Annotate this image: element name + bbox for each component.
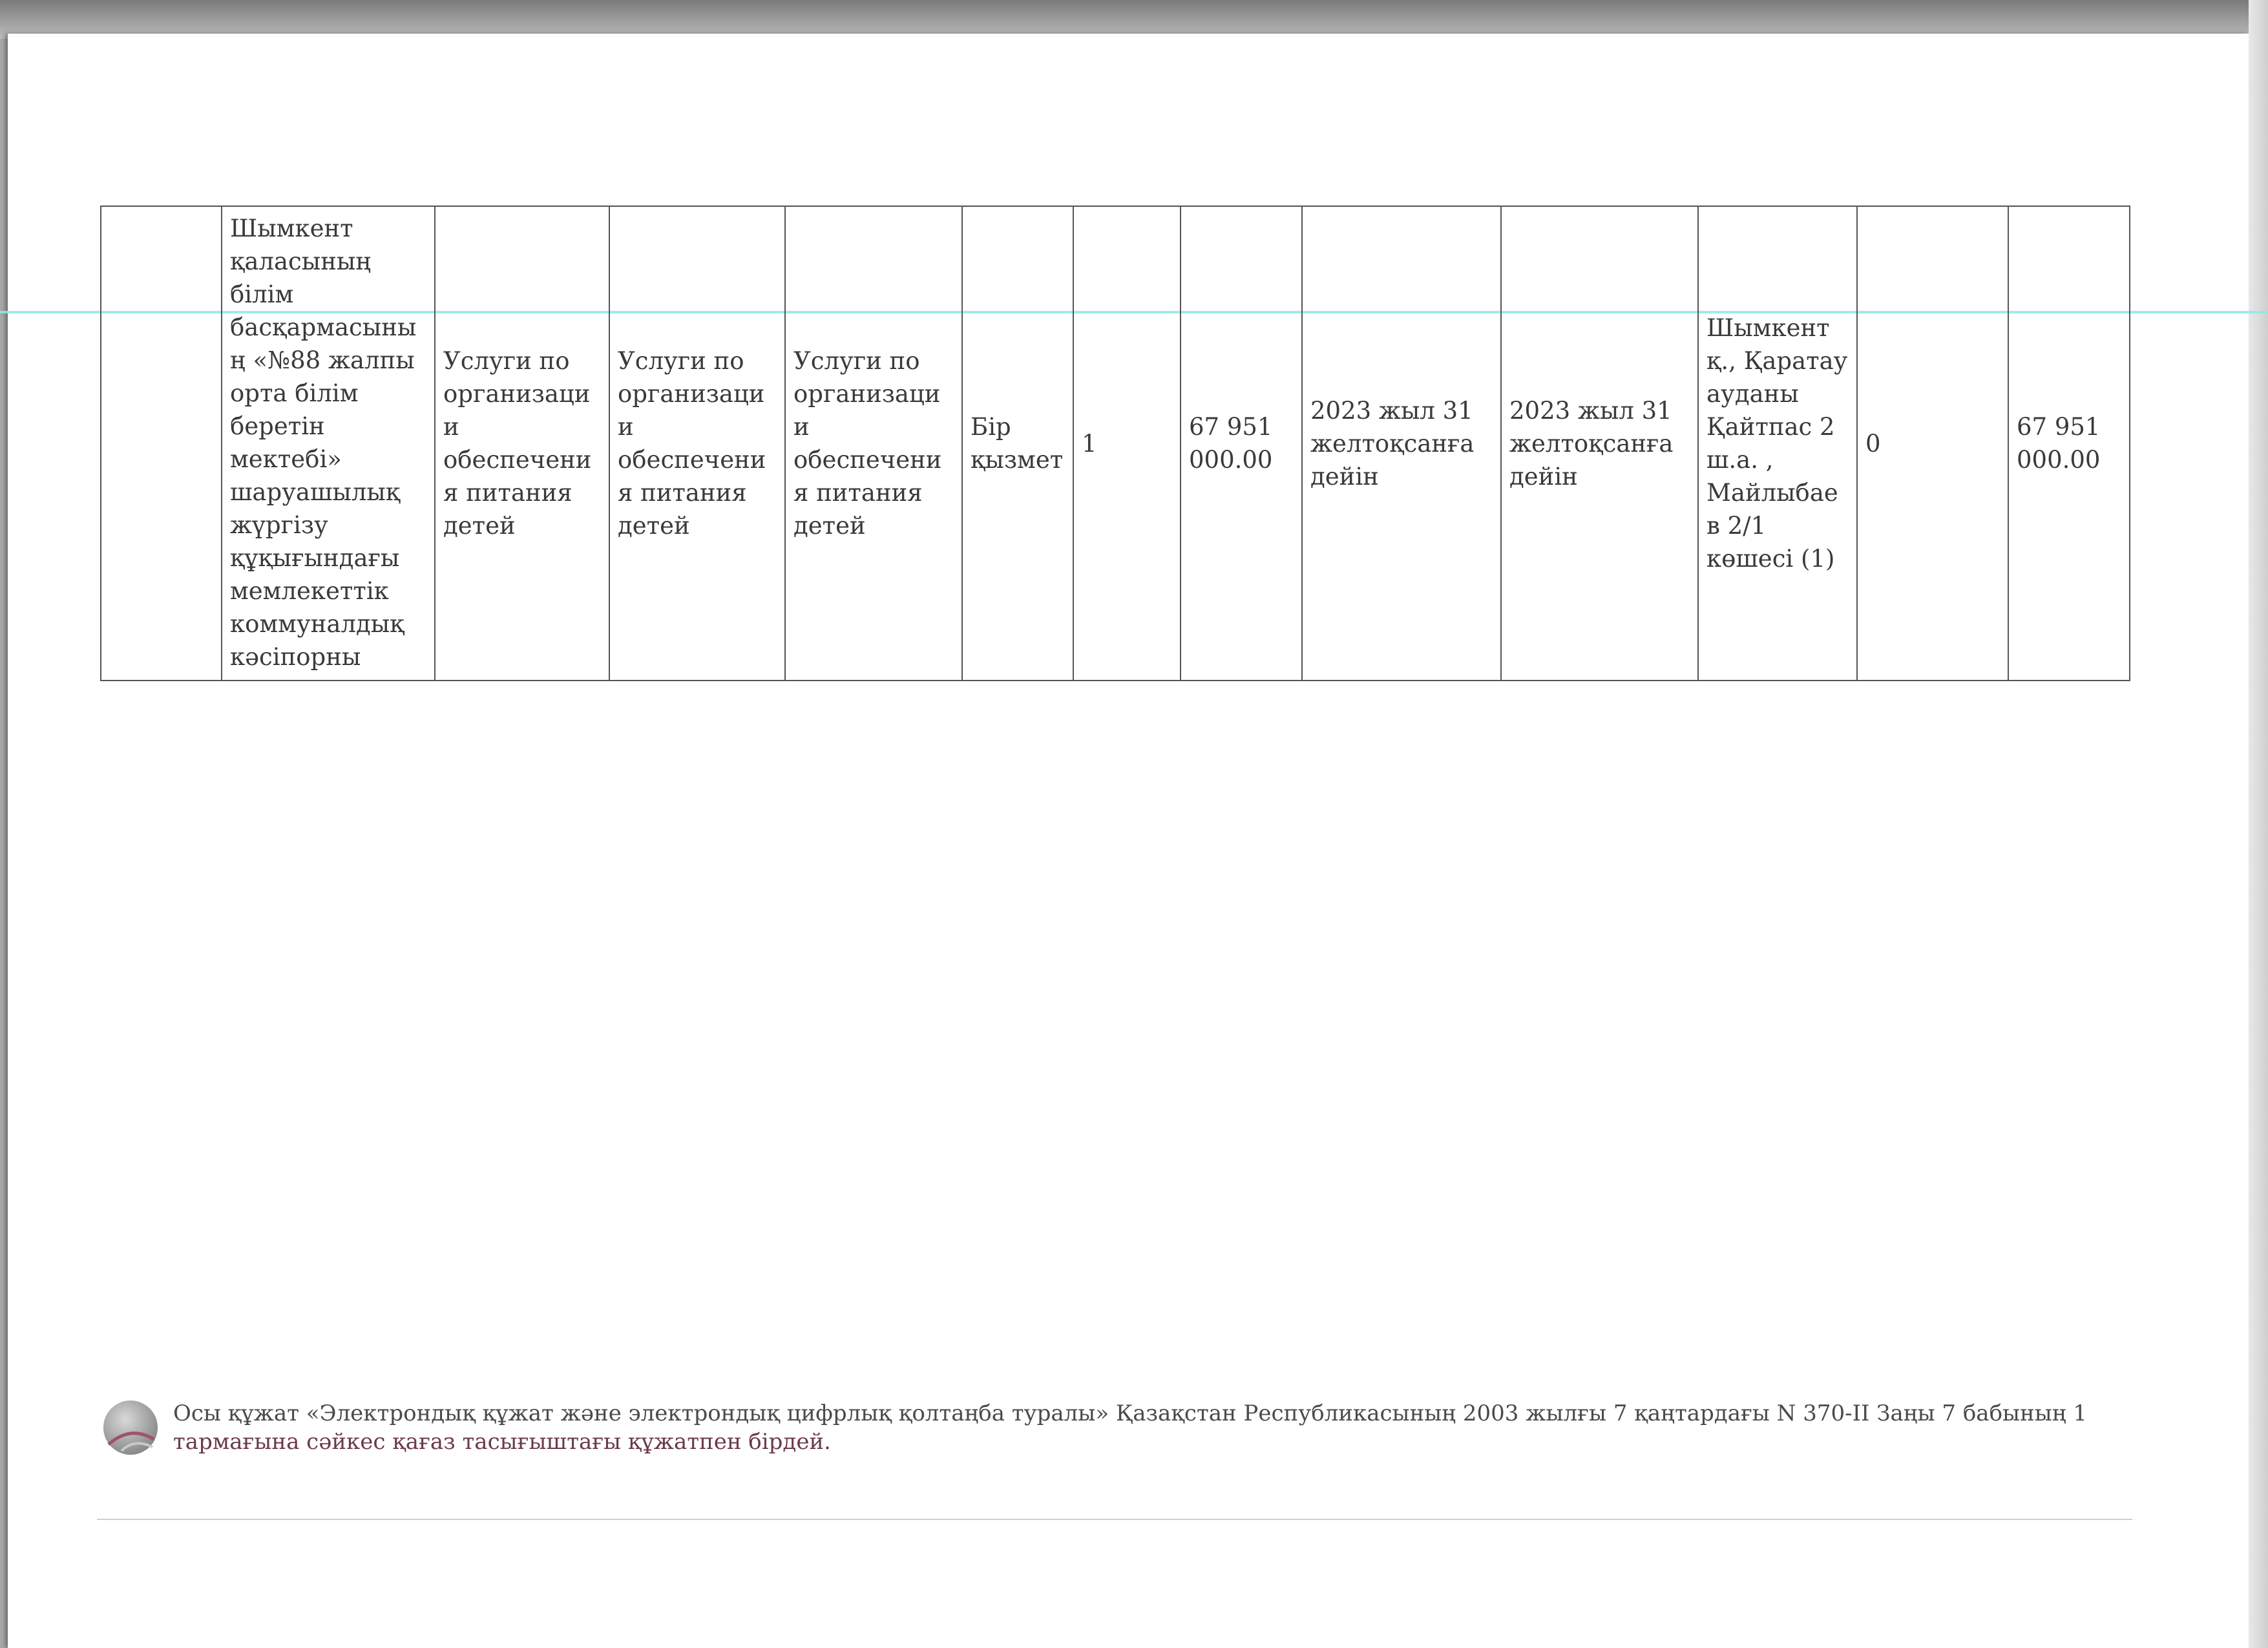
- e-signature-notice: [102, 1399, 2137, 1457]
- cell-quantity: 1: [1073, 206, 1181, 681]
- notice-text: [173, 1399, 2137, 1456]
- cell-name-1: Услуги по организации обеспечения питания детей: [435, 206, 609, 681]
- cell-amount: 67 951 000.00: [1181, 206, 1302, 681]
- footer-divider: [97, 1519, 2132, 1520]
- cell-name-2: Услуги по организации обеспечения питания детей: [609, 206, 785, 681]
- table-row: [101, 206, 2130, 681]
- scan-top-edge: [0, 0, 2268, 39]
- cell-advance: 0: [1857, 206, 2008, 681]
- cell-deadline-2: 2023 жыл 31 желтоқсанға дейін: [1501, 206, 1698, 681]
- cell-customer: Шымкент қаласының білім басқармасының «№88 жалпы орта білім беретін мектебі» шаруашылық жүргізу құқығындағы мемлекеттік коммуналдық кәсіпорны: [222, 206, 435, 681]
- cell-unit: Бір қызмет: [962, 206, 1073, 681]
- scan-right-edge: [2249, 0, 2268, 1648]
- cell-deadline-1: 2023 жыл 31 желтоқсанға дейін: [1302, 206, 1501, 681]
- notice-line-1: Осы құжат «Электрондық құжат және электрондық цифрлық қолтаңба туралы» Қазақстан Республикасының 2003 жылғы 7 қаңтардағы N 370-II Заңы 7 бабының 1: [173, 1400, 2088, 1426]
- seal-icon: [102, 1399, 159, 1456]
- procurement-table: [100, 206, 2130, 681]
- notice-line-2: тармағына сәйкес қағаз тасығыштағы құжатпен бірдей.: [173, 1429, 831, 1455]
- cell-address: Шымкент қ., Қаратау ауданы Қайтпас 2 ш.а. , Майлыбаев 2/1 көшесі (1): [1698, 206, 1857, 681]
- cell-number: [101, 206, 222, 681]
- cell-name-3: Услуги по организации обеспечения питания детей: [785, 206, 962, 681]
- cell-total: 67 951 000.00: [2008, 206, 2130, 681]
